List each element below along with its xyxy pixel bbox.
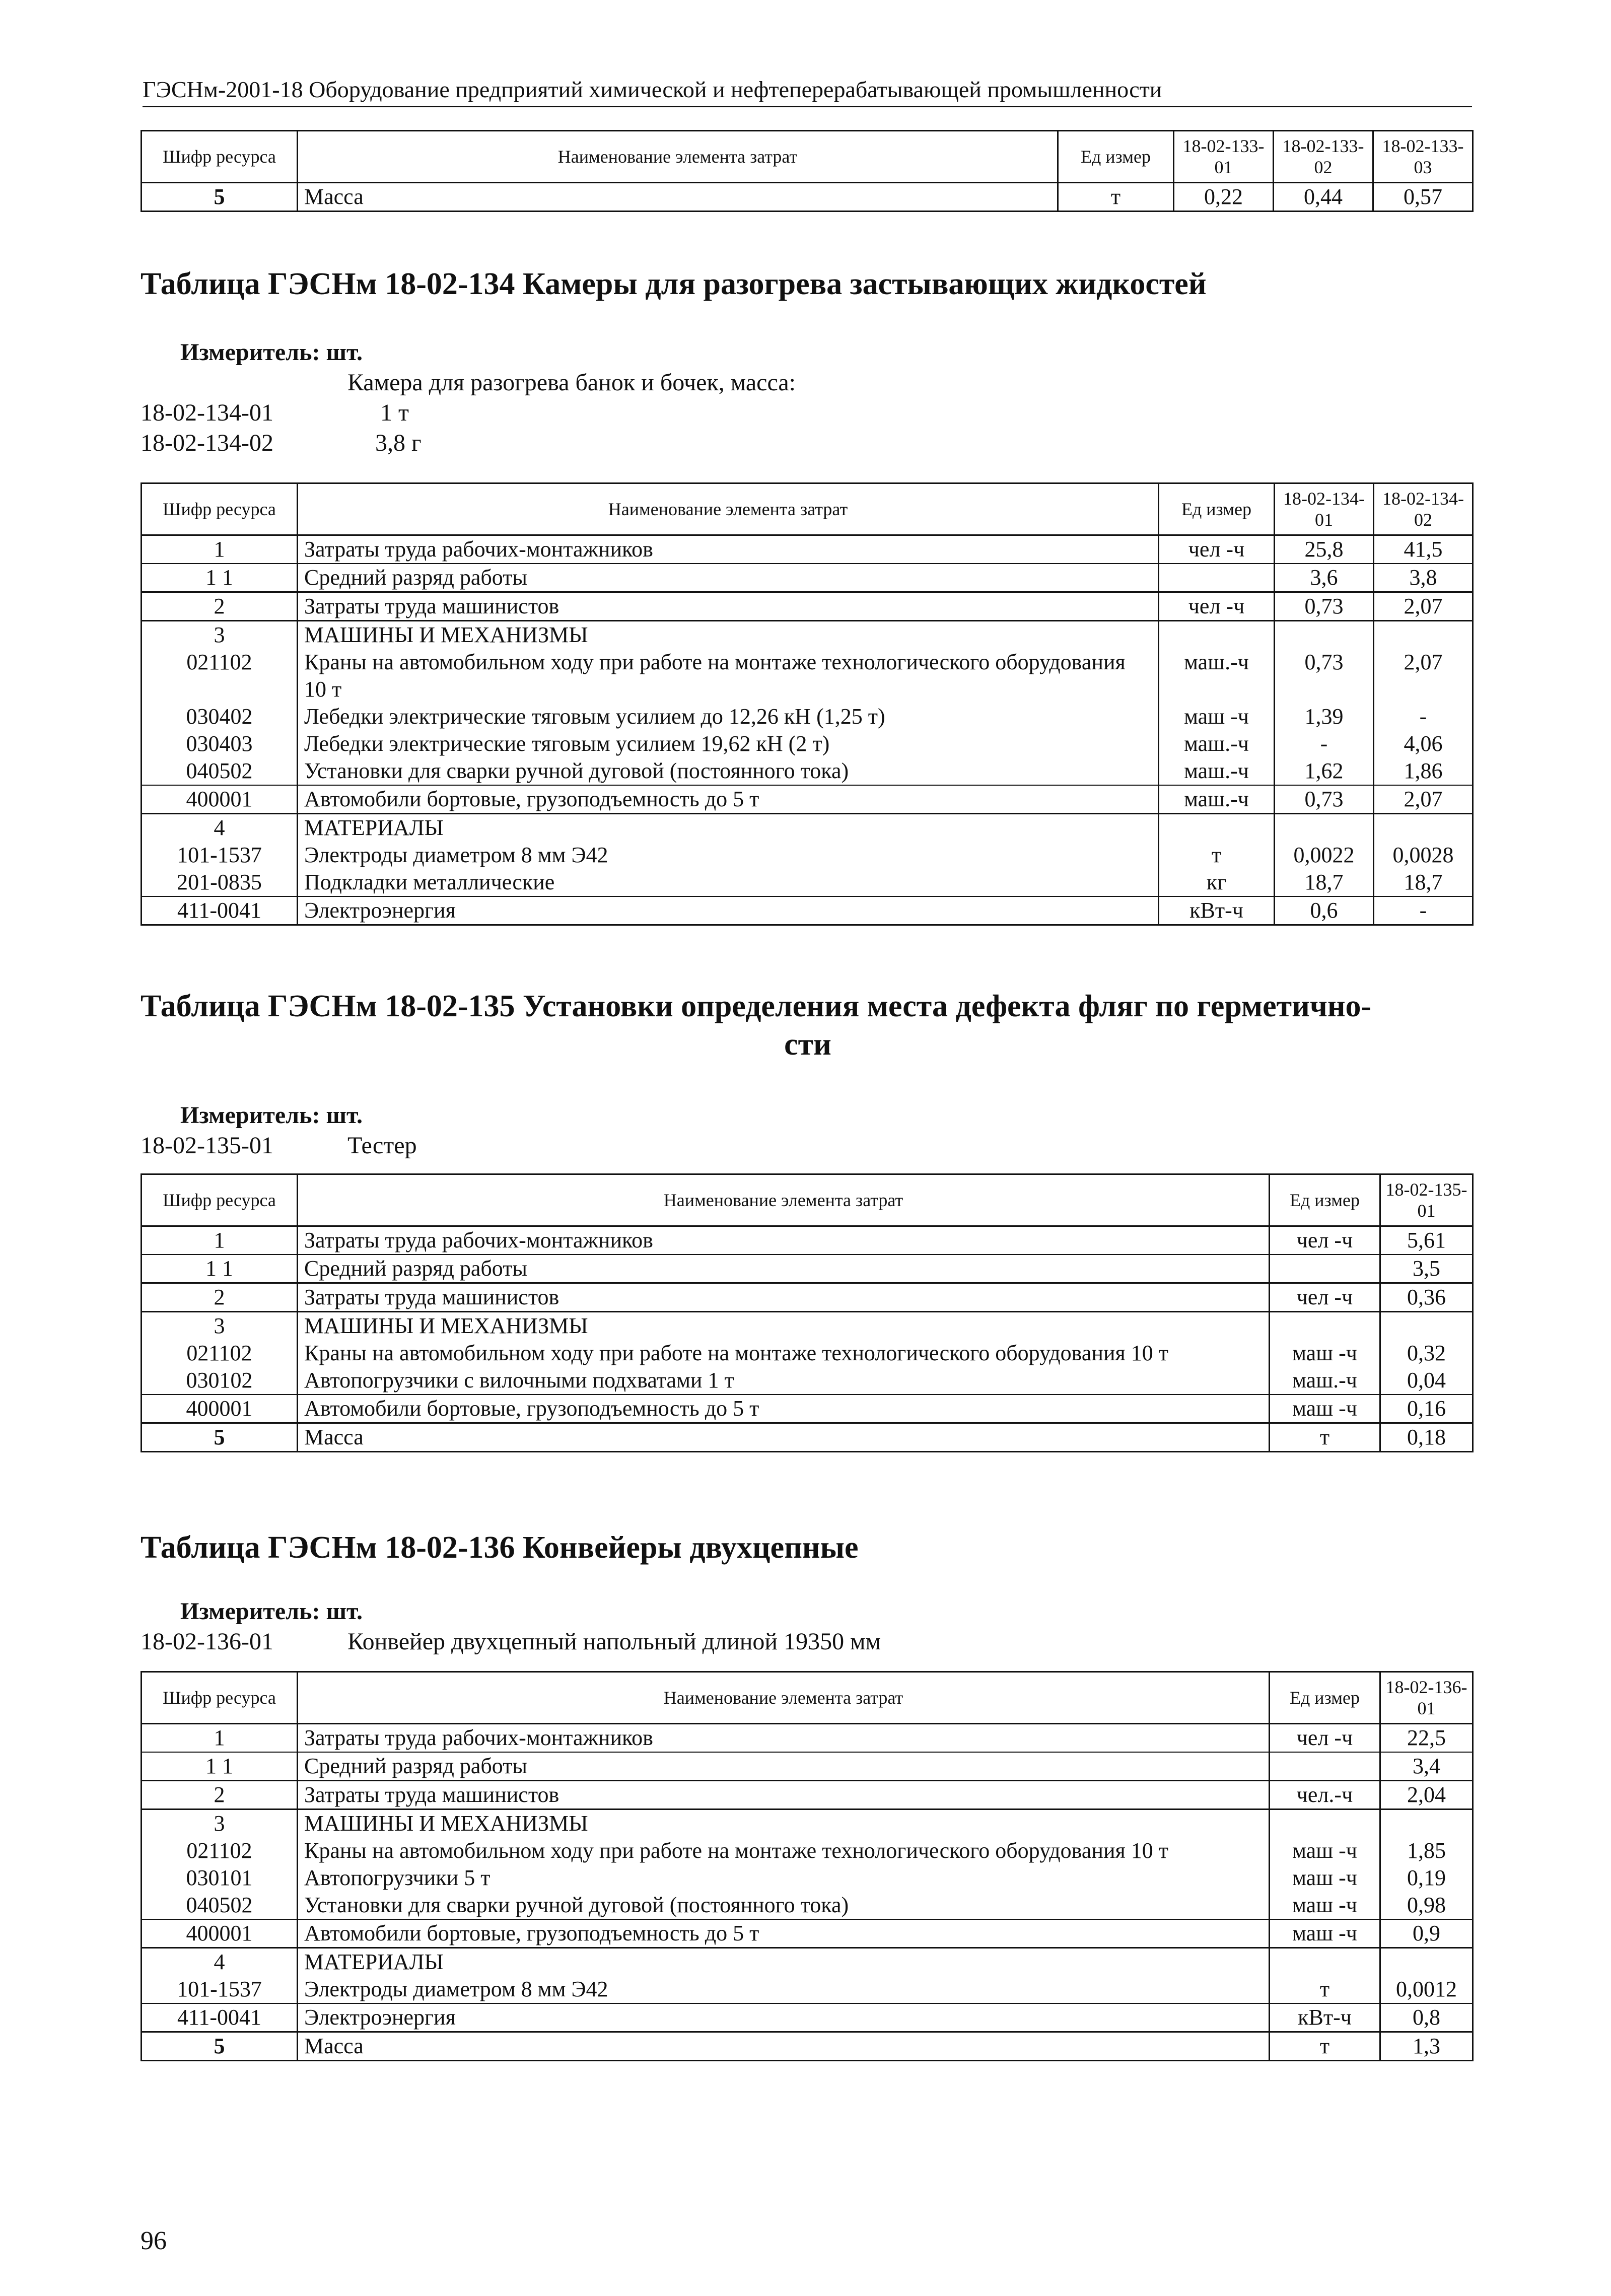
- title-line-1: Таблица ГЭСНм 18-02-135 Установки определения места дефекта фляг по герметично-: [141, 989, 1372, 1023]
- cell-code: 4: [142, 1948, 298, 1976]
- cell-name: Масса: [298, 183, 1058, 212]
- table-row: [142, 785, 1473, 814]
- cell-code: 101-1537: [142, 842, 298, 869]
- cell-code: 040502: [142, 757, 298, 785]
- cell-value: 3,4: [1380, 1752, 1473, 1781]
- cell-unit: [1270, 1810, 1380, 1838]
- table-row: [142, 621, 1473, 649]
- cell-unit: маш -ч: [1270, 1864, 1380, 1892]
- table-row: [142, 1837, 1473, 1864]
- cell-code: 030402: [142, 703, 298, 730]
- cell-code: 2: [142, 1283, 298, 1312]
- cell-code: 1 1: [142, 564, 298, 592]
- cell-code: 030102: [142, 1367, 298, 1395]
- cell-code: 201-0835: [142, 869, 298, 896]
- cell-code: 5: [142, 1423, 298, 1452]
- table-row: [142, 1255, 1473, 1283]
- cell-unit: [1159, 564, 1275, 592]
- page-number: 96: [141, 2227, 167, 2255]
- item-code: 18-02-136-01: [141, 1628, 273, 1655]
- cell-unit: чел -ч: [1270, 1724, 1380, 1753]
- table-row: [142, 896, 1473, 925]
- cell-value: 1,85: [1380, 1837, 1473, 1864]
- table-row: [142, 757, 1473, 785]
- cell-code: 411-0041: [142, 896, 298, 925]
- cell-value: 2,07: [1374, 592, 1473, 621]
- cell-name: Средний разряд работы: [298, 1255, 1270, 1283]
- cell-unit: т: [1270, 1976, 1380, 2003]
- cell-unit: маш -ч: [1270, 1395, 1380, 1423]
- cell-name: Автомобили бортовые, грузоподъемность до 5 т: [298, 785, 1159, 814]
- cell-value: 0,04: [1380, 1367, 1473, 1395]
- table-title-134: Таблица ГЭСНм 18-02-134 Камеры для разогрева застывающих жидкостей: [141, 267, 1207, 301]
- head-col-1: 18-02-134-01: [1275, 483, 1374, 535]
- cell-code: 030101: [142, 1864, 298, 1892]
- table-18-02-133-tail: [141, 130, 1474, 212]
- cell-value: 0,0028: [1374, 842, 1473, 869]
- cell-unit: маш.-ч: [1159, 730, 1275, 757]
- head-col-2: 18-02-133-02: [1274, 131, 1373, 183]
- cell-code: 1: [142, 535, 298, 564]
- head-col-3: 18-02-133-03: [1373, 131, 1473, 183]
- cell-code: 411-0041: [142, 2003, 298, 2032]
- cell-unit: [1159, 621, 1275, 649]
- cell-unit: чел -ч: [1159, 592, 1275, 621]
- table-row: [142, 1864, 1473, 1892]
- table-row: [142, 1312, 1473, 1340]
- table-row: [142, 2032, 1473, 2061]
- table-row: [142, 592, 1473, 621]
- table-18-02-134: [141, 482, 1474, 926]
- cell-unit: маш -ч: [1270, 1892, 1380, 1919]
- cell-unit: т: [1058, 183, 1174, 212]
- cell-unit: маш -ч: [1159, 703, 1275, 730]
- table-row: [142, 1810, 1473, 1838]
- meter-label: Измеритель: шт.: [180, 1102, 363, 1129]
- cell-code: 1: [142, 1724, 298, 1753]
- cell-name: Масса: [298, 1423, 1270, 1452]
- cell-unit: [1270, 1752, 1380, 1781]
- item-code: 18-02-134-01: [141, 399, 273, 426]
- table-row: [142, 814, 1473, 842]
- cell-value: [1380, 1810, 1473, 1838]
- table-title-135: [141, 987, 1475, 1064]
- cell-name: Автомобили бортовые, грузоподъемность до 5 т: [298, 1395, 1270, 1423]
- cell-code: 3: [142, 621, 298, 649]
- cell-name: Средний разряд работы: [298, 564, 1159, 592]
- cell-code: 400001: [142, 785, 298, 814]
- cell-value: 18,7: [1275, 869, 1374, 896]
- meter-label: Измеритель: шт.: [180, 339, 363, 366]
- cell-name: Установки для сварки ручной дуговой (постоянного тока): [298, 1892, 1270, 1919]
- cell-value: 0,0012: [1380, 1976, 1473, 2003]
- cell-unit: маш.-ч: [1159, 785, 1275, 814]
- cell-code: 400001: [142, 1395, 298, 1423]
- table-row: [142, 1892, 1473, 1919]
- head-resource-code: Шифр ресурса: [142, 131, 298, 183]
- section-heading: МАШИНЫ И МЕХАНИЗМЫ: [298, 1810, 1270, 1838]
- cell-value: [1275, 621, 1374, 649]
- cell-unit: т: [1270, 2032, 1380, 2061]
- cell-value: 3,5: [1380, 1255, 1473, 1283]
- cell-value: [1380, 1948, 1473, 1976]
- cell-value: 2,07: [1374, 785, 1473, 814]
- cell-code: 3: [142, 1312, 298, 1340]
- cell-unit: маш -ч: [1270, 1919, 1380, 1948]
- cell-value: [1374, 621, 1473, 649]
- cell-unit: маш -ч: [1270, 1340, 1380, 1367]
- cell-unit: маш -ч: [1270, 1837, 1380, 1864]
- cell-unit: [1270, 1255, 1380, 1283]
- cell-code: 1 1: [142, 1752, 298, 1781]
- item-desc: 3,8 г: [375, 430, 422, 456]
- table-18-02-136: [141, 1671, 1474, 2061]
- cell-code: 1 1: [142, 1255, 298, 1283]
- cell-name: Средний разряд работы: [298, 1752, 1270, 1781]
- cell-value: 4,06: [1374, 730, 1473, 757]
- cell-value: 0,0022: [1275, 842, 1374, 869]
- table-row: [142, 1976, 1473, 2003]
- cell-name: Лебедки электрические тяговым усилием 19,62 кН (2 т): [298, 730, 1159, 757]
- cell-value: 0,6: [1275, 896, 1374, 925]
- cell-unit: чел.-ч: [1270, 1781, 1380, 1810]
- table-row: [142, 730, 1473, 757]
- cell-name: Затраты труда рабочих-монтажников: [298, 535, 1159, 564]
- cell-name: Электроды диаметром 8 мм Э42: [298, 1976, 1270, 2003]
- table-row: [142, 183, 1473, 212]
- item-desc: 1 т: [380, 399, 409, 426]
- table-row: [142, 2003, 1473, 2032]
- cell-value: 3,6: [1275, 564, 1374, 592]
- cell-value: 0,9: [1380, 1919, 1473, 1948]
- cell-name: Краны на автомобильном ходу при работе на монтаже технологического оборудования 10 т: [298, 1837, 1270, 1864]
- item-caption: Камера для разогрева банок и бочек, масса:: [347, 369, 796, 396]
- cell-value: 0,36: [1380, 1283, 1473, 1312]
- section-heading: МАШИНЫ И МЕХАНИЗМЫ: [298, 621, 1159, 649]
- cell-unit: кг: [1159, 869, 1275, 896]
- cell-name: Краны на автомобильном ходу при работе на монтаже технологического оборудования 10 т: [298, 1340, 1270, 1367]
- table-row: [142, 1919, 1473, 1948]
- cell-name: Электроэнергия: [298, 2003, 1270, 2032]
- meter-label: Измеритель: шт.: [180, 1598, 363, 1625]
- item-desc: Тестер: [347, 1132, 417, 1159]
- head-cost-element: Наименование элемента затрат: [298, 1672, 1270, 1724]
- running-header: ГЭСНм-2001-18 Оборудование предприятий химической и нефтеперерабатывающей промышленности: [143, 76, 1472, 107]
- cell-code: 021102: [142, 1340, 298, 1367]
- cell-name: Подкладки металлические: [298, 869, 1159, 896]
- cell-value: [1374, 814, 1473, 842]
- head-resource-code: Шифр ресурса: [142, 1174, 298, 1226]
- cell-code: 400001: [142, 1919, 298, 1948]
- cell-value: 0,57: [1373, 183, 1473, 212]
- cell-value: 0,19: [1380, 1864, 1473, 1892]
- head-col-1: 18-02-135-01: [1380, 1174, 1473, 1226]
- table-18-02-135: [141, 1173, 1474, 1452]
- cell-value: 2,07: [1374, 649, 1473, 703]
- cell-name: Затраты труда машинистов: [298, 1781, 1270, 1810]
- head-cost-element: Наименование элемента затрат: [298, 483, 1159, 535]
- table-row: [142, 1340, 1473, 1367]
- cell-code: 1: [142, 1226, 298, 1255]
- cell-value: 0,8: [1380, 2003, 1473, 2032]
- cell-name: Затраты труда машинистов: [298, 1283, 1270, 1312]
- cell-code: 021102: [142, 1837, 298, 1864]
- cell-value: 1,62: [1275, 757, 1374, 785]
- table-row: [142, 1724, 1473, 1753]
- cell-code: 4: [142, 814, 298, 842]
- cell-value: 25,8: [1275, 535, 1374, 564]
- table-row: [142, 649, 1473, 703]
- cell-name: Автопогрузчики с вилочными подхватами 1 т: [298, 1367, 1270, 1395]
- cell-code: 5: [142, 2032, 298, 2061]
- cell-unit: кВт-ч: [1159, 896, 1275, 925]
- cell-unit: [1159, 814, 1275, 842]
- cell-unit: кВт-ч: [1270, 2003, 1380, 2032]
- table-row: [142, 842, 1473, 869]
- cell-unit: маш.-ч: [1159, 757, 1275, 785]
- cell-unit: чел -ч: [1270, 1226, 1380, 1255]
- head-resource-code: Шифр ресурса: [142, 1672, 298, 1724]
- cell-name: Масса: [298, 2032, 1270, 2061]
- section-heading: МАШИНЫ И МЕХАНИЗМЫ: [298, 1312, 1270, 1340]
- cell-unit: т: [1159, 842, 1275, 869]
- cell-unit: маш.-ч: [1270, 1367, 1380, 1395]
- cell-value: [1380, 1312, 1473, 1340]
- cell-unit: т: [1270, 1423, 1380, 1452]
- table-row: [142, 1283, 1473, 1312]
- head-col-1: 18-02-136-01: [1380, 1672, 1473, 1724]
- cell-value: 1,39: [1275, 703, 1374, 730]
- cell-value: 1,86: [1374, 757, 1473, 785]
- cell-value: 0,32: [1380, 1340, 1473, 1367]
- cell-name: Установки для сварки ручной дуговой (постоянного тока): [298, 757, 1159, 785]
- cell-value: 0,44: [1274, 183, 1373, 212]
- cell-value: 0,16: [1380, 1395, 1473, 1423]
- table-row: [142, 869, 1473, 896]
- cell-code: 2: [142, 592, 298, 621]
- table-row: [142, 1226, 1473, 1255]
- head-unit: Ед измер: [1159, 483, 1275, 535]
- cell-code: 3: [142, 1810, 298, 1838]
- head-unit: Ед измер: [1270, 1672, 1380, 1724]
- cell-unit: [1270, 1948, 1380, 1976]
- cell-value: 18,7: [1374, 869, 1473, 896]
- cell-value: 22,5: [1380, 1724, 1473, 1753]
- cell-value: 3,8: [1374, 564, 1473, 592]
- head-resource-code: Шифр ресурса: [142, 483, 298, 535]
- table-row: [142, 1781, 1473, 1810]
- cell-name: Затраты труда машинистов: [298, 592, 1159, 621]
- cell-code: 2: [142, 1781, 298, 1810]
- cell-value: 0,73: [1275, 785, 1374, 814]
- cell-value: 0,73: [1275, 592, 1374, 621]
- table-row: [142, 1395, 1473, 1423]
- cell-value: 41,5: [1374, 535, 1473, 564]
- item-desc: Конвейер двухцепный напольный длиной 19350 мм: [347, 1628, 881, 1655]
- table-row: [142, 1948, 1473, 1976]
- cell-code: 021102: [142, 649, 298, 703]
- section-heading: МАТЕРИАЛЫ: [298, 1948, 1270, 1976]
- cell-code: 5: [142, 183, 298, 212]
- table-row: [142, 1752, 1473, 1781]
- item-code: 18-02-135-01: [141, 1132, 273, 1159]
- table-row: [142, 1423, 1473, 1452]
- head-col-1: 18-02-133-01: [1174, 131, 1274, 183]
- cell-code: 101-1537: [142, 1976, 298, 2003]
- item-code: 18-02-134-02: [141, 430, 273, 456]
- head-unit: Ед измер: [1270, 1174, 1380, 1226]
- table-title-136: Таблица ГЭСНм 18-02-136 Конвейеры двухцепные: [141, 1530, 859, 1565]
- cell-value: 0,98: [1380, 1892, 1473, 1919]
- head-cost-element: Наименование элемента затрат: [298, 1174, 1270, 1226]
- cell-value: 0,22: [1174, 183, 1274, 212]
- cell-name: Затраты труда рабочих-монтажников: [298, 1724, 1270, 1753]
- cell-value: 5,61: [1380, 1226, 1473, 1255]
- title-line-2: сти: [784, 1027, 831, 1062]
- table-row: [142, 1367, 1473, 1395]
- cell-value: -: [1374, 703, 1473, 730]
- cell-name: Электроэнергия: [298, 896, 1159, 925]
- table-row: [142, 564, 1473, 592]
- head-cost-element: Наименование элемента затрат: [298, 131, 1058, 183]
- cell-value: -: [1275, 730, 1374, 757]
- head-col-2: 18-02-134-02: [1374, 483, 1473, 535]
- cell-value: [1275, 814, 1374, 842]
- cell-name: Автомобили бортовые, грузоподъемность до 5 т: [298, 1919, 1270, 1948]
- cell-unit: чел -ч: [1270, 1283, 1380, 1312]
- cell-value: 0,18: [1380, 1423, 1473, 1452]
- cell-code: 040502: [142, 1892, 298, 1919]
- section-heading: МАТЕРИАЛЫ: [298, 814, 1159, 842]
- head-unit: Ед измер: [1058, 131, 1174, 183]
- cell-name: Лебедки электрические тяговым усилием до 12,26 кН (1,25 т): [298, 703, 1159, 730]
- cell-unit: [1270, 1312, 1380, 1340]
- cell-unit: чел -ч: [1159, 535, 1275, 564]
- table-row: [142, 535, 1473, 564]
- cell-value: -: [1374, 896, 1473, 925]
- cell-value: 0,73: [1275, 649, 1374, 703]
- cell-name: Электроды диаметром 8 мм Э42: [298, 842, 1159, 869]
- cell-name: Затраты труда рабочих-монтажников: [298, 1226, 1270, 1255]
- table-row: [142, 703, 1473, 730]
- cell-unit: маш.-ч: [1159, 649, 1275, 703]
- cell-code: 030403: [142, 730, 298, 757]
- cell-value: 1,3: [1380, 2032, 1473, 2061]
- cell-name: Автопогрузчики 5 т: [298, 1864, 1270, 1892]
- cell-value: 2,04: [1380, 1781, 1473, 1810]
- cell-name: Краны на автомобильном ходу при работе на монтаже технологического оборудования 10 т: [298, 649, 1159, 703]
